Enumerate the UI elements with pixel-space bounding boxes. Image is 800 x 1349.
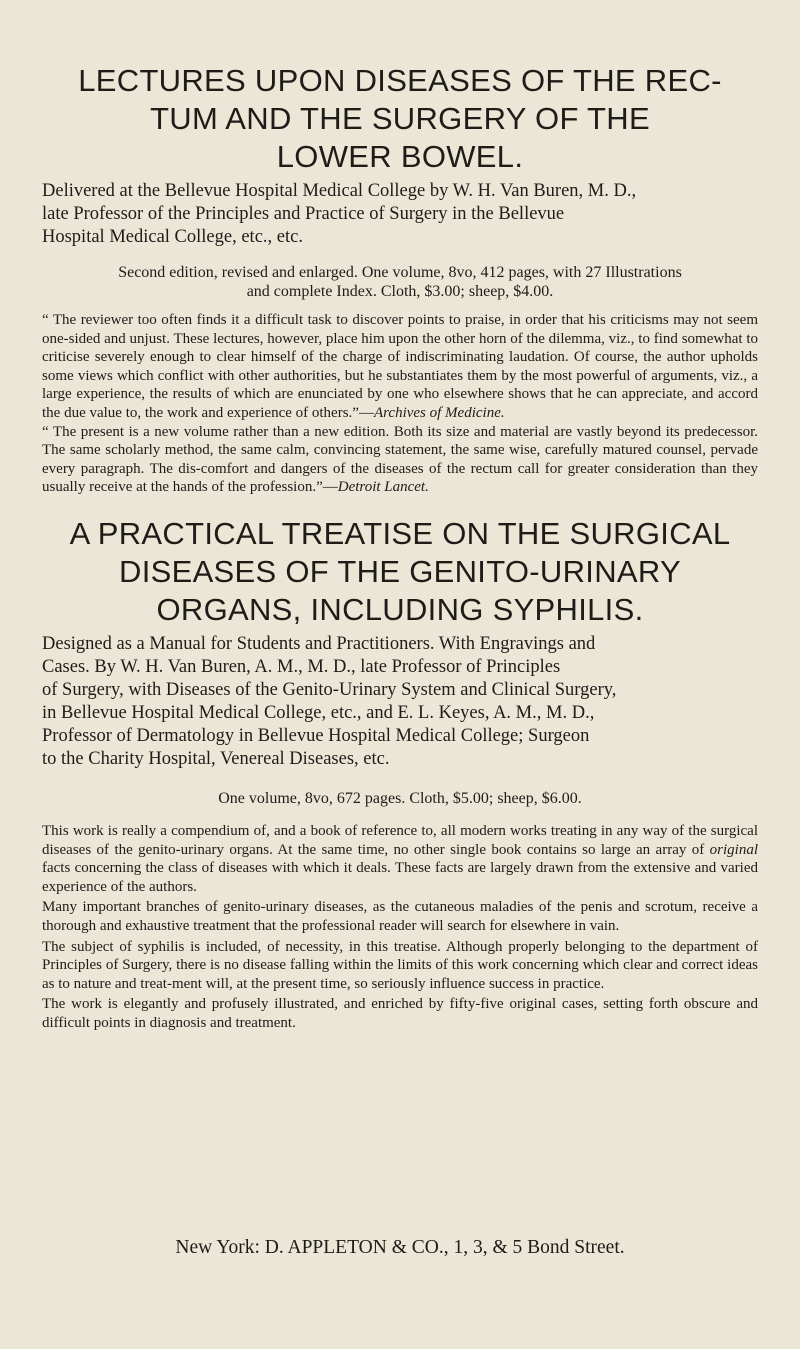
book2-section [42, 515, 758, 1033]
book1-review-detroit [42, 423, 758, 497]
book2-paragraph: Many important branches of genito-urinary diseases, as the cutaneous maladies of the penis and scrotum, receive a thorough and exhaustive treatment that the professional reader will search for elsewhere in vain. [42, 899, 758, 934]
book1-title-line: LOWER BOWEL. [276, 139, 524, 174]
emphasis-text: original [709, 841, 758, 858]
review-text: “ The present is a new volume rather than a new edition. Both its size and material are vastly beyond its predecessor. The same scholarly method, the same calm, convincing statement, the same wise, carefully matured counsel, pervade every paragraph. The dis-comfort and dangers of the diseases of the rectum call for greater consideration than they usually receive at the hands of the profession.”— [42, 423, 758, 496]
book2-title-line: DISEASES OF THE GENITO-URINARY [119, 553, 681, 589]
book1-description-line: late Professor of the Principles and Practice of Surgery in the Bellevue [42, 204, 565, 224]
book1-edition-line: Second edition, revised and enlarged. One volume, 8vo, 412 pages, with 27 Illustrations [118, 264, 682, 281]
book1-title [42, 62, 758, 176]
book1-review-archives [42, 311, 758, 423]
book2-description-line: of Surgery, with Diseases of the Genito-Urinary System and Clinical Surgery, [42, 679, 617, 700]
book2-description-line: Cases. By W. H. Van Buren, A. M., M. D., late Professor of Principles [42, 656, 561, 677]
paragraph-text: This work is really a compendium of, and a book of reference to, all modern works treating in any way of the surgical diseases of the genito-urinary organs. At the same time, no other single book contains so large an array of [42, 822, 758, 858]
book2-paragraph: The subject of syphilis is included, of necessity, in this treatise. Although properly belonging to the department of Principles of Surgery, there is no disease falling within the limits of this work concerning which clear and correct ideas as to nature and treat-ment will, at the present time, so seriously influence success in practice. [42, 938, 758, 992]
book2-description-line: in Bellevue Hospital Medical College, etc., and E. L. Keyes, A. M., M. D., [42, 702, 595, 723]
review-source: Detroit Lancet. [337, 479, 429, 496]
book1-description-line: Delivered at the Bellevue Hospital Medical College by W. H. Van Buren, M. D., [42, 181, 637, 201]
book2-description-line: Professor of Dermatology in Bellevue Hospital Medical College; Surgeon [42, 725, 590, 746]
book2-edition-info: One volume, 8vo, 672 pages. Cloth, $5.00; sheep, $6.00. [218, 789, 582, 807]
book1-title-line: TUM AND THE SURGERY OF THE [150, 101, 650, 136]
book1-title-line: LECTURES UPON DISEASES OF THE REC- [78, 63, 722, 98]
book1-edition-info [42, 263, 758, 301]
book2-paragraph: The work is elegantly and profusely illustrated, and enriched by fifty-five original cases, setting forth obscure and difficult points in diagnosis and treatment. [42, 996, 758, 1031]
book2-description-line: Designed as a Manual for Students and Practitioners. With Engravings and [42, 633, 596, 654]
book1-section [42, 62, 758, 497]
publisher-imprint: New York: D. APPLETON & CO., 1, 3, & 5 Bond Street. [175, 1237, 625, 1258]
book1-description [42, 180, 758, 249]
book2-title-line: ORGANS, INCLUDING SYPHILIS. [156, 591, 644, 627]
book1-description-line: Hospital Medical College, etc., etc. [42, 227, 303, 247]
book2-title [42, 515, 758, 629]
book2-title-line: A PRACTICAL TREATISE ON THE SURGICAL [69, 515, 731, 551]
review-source: Archives of Medicine. [373, 404, 505, 421]
book1-edition-line: and complete Index. Cloth, $3.00; sheep, $4.00. [246, 283, 554, 300]
book2-paragraph [42, 822, 758, 896]
paragraph-text: facts concerning the class of diseases with which it deals. These facts are largely drawn from the extensive and varied experience of the authors. [42, 860, 758, 895]
book2-description-line: to the Charity Hospital, Venereal Diseases, etc. [42, 748, 390, 769]
review-text: “ The reviewer too often finds it a difficult task to discover points to praise, in order that his criticisms may not seem one-sided and unjust. These lectures, however, place him upon the other horn of the dilemma, viz., to find somewhat to criticise severely enough to clear himself of the charge of indiscriminating laudation. Of course, the author upholds some views which conflict with other authorities, but he substantiates them by the most powerful of arguments, viz., a large experience, the results of which are enunciated by one who elsewhere shows that he can appreciate, and accord the due value to, the work and experience of others.”— [42, 312, 758, 421]
book2-description [42, 633, 758, 771]
